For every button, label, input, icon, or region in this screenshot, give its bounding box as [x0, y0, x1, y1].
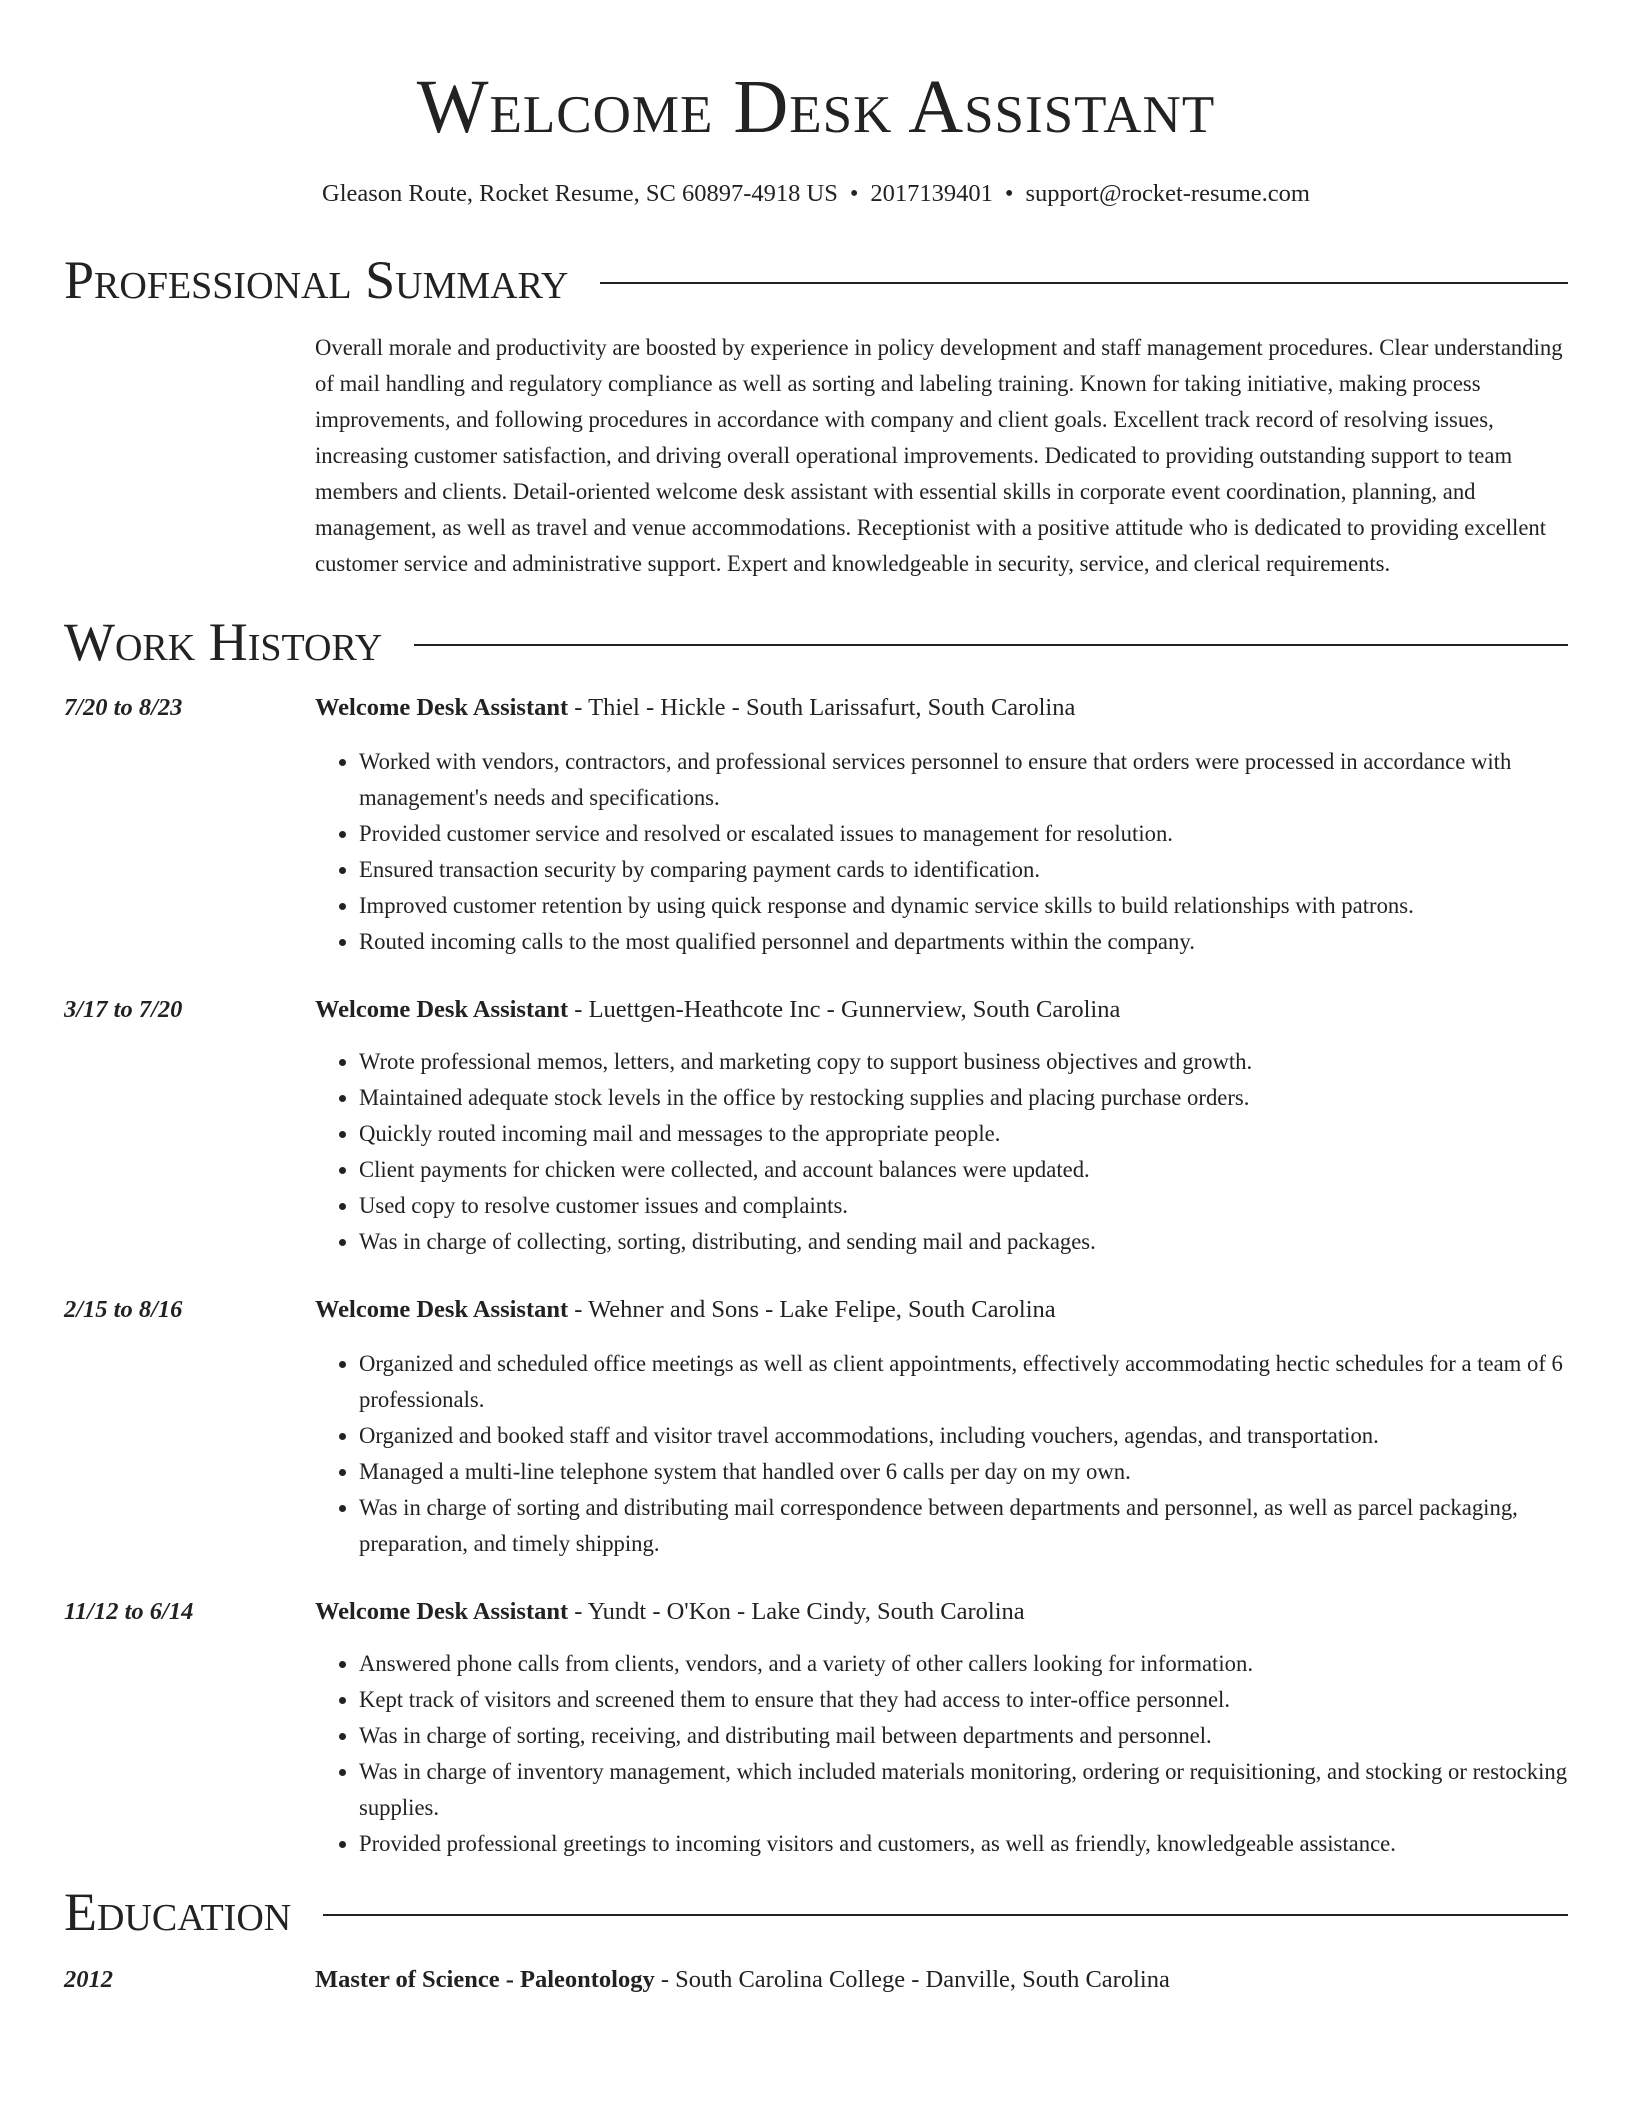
job-title-line	[315, 692, 1568, 724]
section-header-summary	[64, 250, 1568, 310]
job-bullet: • Provided professional greetings to incoming visitors and customers, as well as friendly, knowledgeable assistance.	[359, 1826, 1568, 1862]
job-title: Welcome Desk Assistant	[315, 694, 569, 721]
job-bullet: • Quickly routed incoming mail and messages to the appropriate people.	[359, 1116, 1568, 1152]
job-entry	[64, 1596, 1568, 1862]
contact-address: Gleason Route, Rocket Resume, SC 60897-4918 US	[322, 180, 838, 207]
education-degree: Master of Science - Paleontology	[315, 1966, 655, 1993]
job-dates: 7/20 to 8/23	[64, 694, 183, 721]
education-entry	[64, 1964, 1568, 1996]
education-line	[315, 1964, 1170, 1996]
job-bullet: • Was in charge of inventory management, which included materials monitoring, ordering or requisitioning, and stocking or restocking supplies.	[359, 1754, 1568, 1826]
job-bullet: • Managed a multi-line telephone system that handled over 6 calls per day on my own.	[359, 1454, 1568, 1490]
job-bullets	[315, 1044, 1568, 1260]
job-bullet: • Organized and scheduled office meetings as well as client appointments, effectively accommodating hectic schedules for a team of 6 professionals.	[359, 1346, 1568, 1418]
contact-separator: •	[1004, 180, 1014, 207]
job-bullet: • Used copy to resolve customer issues and complaints.	[359, 1188, 1568, 1224]
job-bullet: • Kept track of visitors and screened them to ensure that they had access to inter-office personnel.	[359, 1682, 1568, 1718]
job-bullets	[315, 744, 1568, 960]
job-bullet: • Improved customer retention by using quick response and dynamic service skills to build relationships with patrons.	[359, 888, 1568, 924]
section-title-summary: Professional Summary	[64, 250, 569, 310]
job-bullet: • Wrote professional memos, letters, and marketing copy to support business objectives and growth.	[359, 1044, 1568, 1080]
section-divider	[600, 282, 1568, 284]
education-year: 2012	[64, 1966, 113, 1993]
job-bullet: • Was in charge of collecting, sorting, distributing, and sending mail and packages.	[359, 1224, 1568, 1260]
contact-email: support@rocket-resume.com	[1025, 180, 1310, 207]
job-employer: - Luettgen-Heathcote Inc - Gunnerview, South Carolina	[568, 996, 1121, 1023]
job-title: Welcome Desk Assistant	[315, 1296, 569, 1323]
section-divider	[323, 1914, 1568, 1916]
job-employer: - Wehner and Sons - Lake Felipe, South Carolina	[568, 1296, 1056, 1323]
job-dates: 3/17 to 7/20	[64, 996, 183, 1023]
job-bullet: • Organized and booked staff and visitor travel accommodations, including vouchers, agendas, and transportation.	[359, 1418, 1568, 1454]
section-header-work-history	[64, 612, 1568, 672]
job-bullet: • Answered phone calls from clients, vendors, and a variety of other callers looking for information.	[359, 1646, 1568, 1682]
job-bullet: • Ensured transaction security by comparing payment cards to identification.	[359, 852, 1568, 888]
job-dates: 2/15 to 8/16	[64, 1296, 183, 1323]
job-bullet: • Was in charge of sorting, receiving, and distributing mail between departments and personnel.	[359, 1718, 1568, 1754]
section-title-work-history: Work History	[64, 612, 383, 672]
job-bullet: • Client payments for chicken were collected, and account balances were updated.	[359, 1152, 1568, 1188]
education-school: - South Carolina College - Danville, South Carolina	[654, 1966, 1170, 1993]
job-employer: - Yundt - O'Kon - Lake Cindy, South Carolina	[568, 1598, 1025, 1625]
job-entry	[64, 692, 1568, 960]
job-title-line	[315, 994, 1568, 1026]
job-title-line	[315, 1294, 1568, 1326]
resume-name: Welcome Desk Assistant	[416, 65, 1216, 149]
section-header-education	[64, 1882, 1568, 1942]
job-entry	[64, 1294, 1568, 1562]
contact-line	[64, 178, 1568, 210]
job-body	[315, 1596, 1568, 1862]
job-title-line	[315, 1596, 1568, 1628]
job-title: Welcome Desk Assistant	[315, 1598, 569, 1625]
job-employer: - Thiel - Hickle - South Larissafurt, South Carolina	[568, 694, 1076, 721]
job-bullet: • Maintained adequate stock levels in the office by restocking supplies and placing purchase orders.	[359, 1080, 1568, 1116]
job-bullet: • Worked with vendors, contractors, and professional services personnel to ensure that orders were processed in accordance with management's needs and specifications.	[359, 744, 1568, 816]
resume-page	[64, 0, 1568, 1996]
job-bullets	[315, 1346, 1568, 1562]
contact-separator: •	[849, 180, 859, 207]
summary-text: Overall morale and productivity are boosted by experience in policy development and staff management procedures. Clear understanding of mail handling and regulatory compliance as well as sorting and labeling training. Known for taking initiative, making process improvements, and following procedures in accordance with company and client goals. Excellent track record of resolving issues, increasing customer satisfaction, and driving overall operational improvements. Dedicated to providing outstanding support to team members and clients. Detail-oriented welcome desk assistant with essential skills in corporate event coordination, planning, and management, as well as travel and venue accommodations. Receptionist with a positive attitude who is dedicated to providing excellent customer service and administrative support. Expert and knowledgeable in security, service, and clerical requirements.	[315, 335, 1563, 576]
job-dates: 11/12 to 6/14	[64, 1598, 194, 1625]
job-body	[315, 1294, 1568, 1562]
job-body	[315, 692, 1568, 960]
job-bullet: • Was in charge of sorting and distributing mail correspondence between departments and personnel, as well as parcel packaging, preparation, and timely shipping.	[359, 1490, 1568, 1562]
job-bullet: • Provided customer service and resolved or escalated issues to management for resolution.	[359, 816, 1568, 852]
job-body	[315, 994, 1568, 1260]
contact-phone: 2017139401	[870, 180, 993, 207]
job-title: Welcome Desk Assistant	[315, 996, 569, 1023]
section-divider	[414, 644, 1568, 646]
job-entry	[64, 994, 1568, 1260]
job-bullets	[315, 1646, 1568, 1862]
section-title-education: Education	[64, 1882, 292, 1942]
job-bullet: • Routed incoming calls to the most qualified personnel and departments within the company.	[359, 924, 1568, 960]
